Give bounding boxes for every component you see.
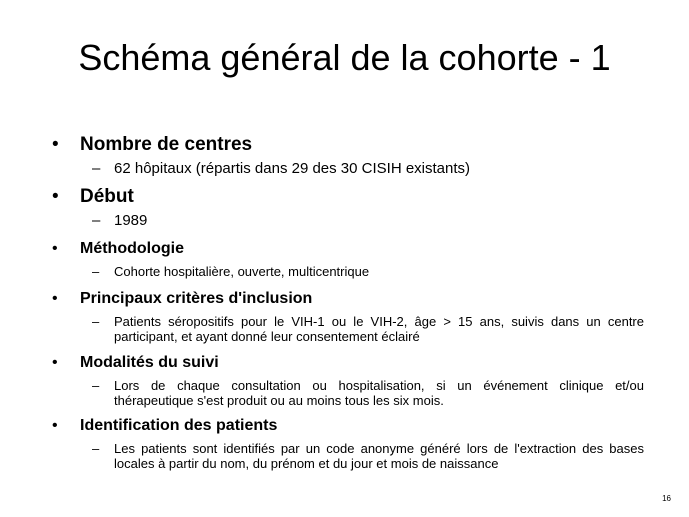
dash-icon: – xyxy=(92,264,100,279)
dash-icon: – xyxy=(92,441,100,456)
dash-icon: – xyxy=(92,160,101,177)
bullet-icon: • xyxy=(52,240,58,257)
section-heading: Modalités du suivi xyxy=(80,354,219,371)
bullet-icon: • xyxy=(52,417,58,434)
section-detail: Cohorte hospitalière, ouverte, multicentrique xyxy=(114,264,370,279)
dash-icon: – xyxy=(92,378,100,393)
section-detail: Lors de chaque consultation ou hospitalisation, si un événement clinique et/ou thérapeutique s'est produit ou au moins tous les six mois. xyxy=(114,378,644,408)
section-heading: Identification des patients xyxy=(80,417,278,434)
section-detail: Les patients sont identifiés par un code anonyme généré lors de l'extraction des bases locales à partir du nom, du prénom et du jour et mois de naissance xyxy=(114,441,644,471)
section-detail: Patients séropositifs pour le VIH-1 ou le VIH-2, âge > 15 ans, suivis dans un centre participant, et ayant donné leur consentement éclairé xyxy=(114,314,644,344)
bullet-icon: • xyxy=(52,186,59,207)
section-detail: 1989 xyxy=(114,212,148,229)
section-detail: 62 hôpitaux (répartis dans 29 des 30 CISIH existants) xyxy=(114,160,471,177)
section-heading: Nombre de centres xyxy=(80,134,253,155)
section-heading: Méthodologie xyxy=(80,240,184,257)
section-heading: Principaux critères d'inclusion xyxy=(80,290,313,307)
bullet-icon: • xyxy=(52,134,59,155)
page-number: 16 xyxy=(662,494,671,503)
section-heading: Début xyxy=(80,186,134,207)
slide-title: Schéma général de la cohorte - 1 xyxy=(78,37,611,78)
dash-icon: – xyxy=(92,212,101,229)
bullet-icon: • xyxy=(52,354,58,371)
bullet-icon: • xyxy=(52,290,58,307)
dash-icon: – xyxy=(92,314,100,329)
